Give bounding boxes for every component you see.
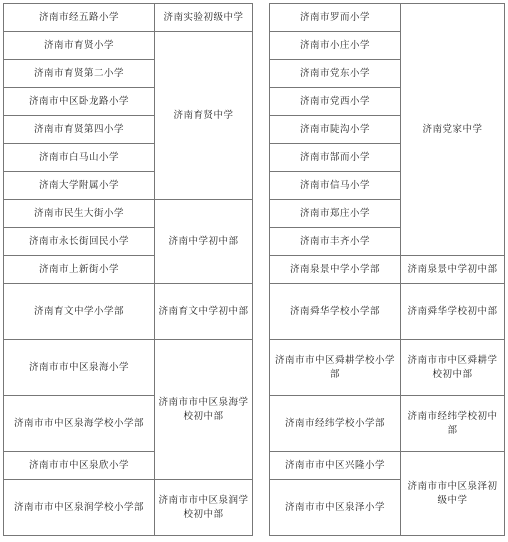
primary-school-cell: 济南市中区卧龙路小学 — [4, 88, 155, 116]
middle-school-cell: 济南市经纬学校初中部 — [400, 396, 504, 452]
primary-school-cell: 济南市育贤第二小学 — [4, 60, 155, 88]
primary-school-cell: 济南市育贤第四小学 — [4, 116, 155, 144]
middle-school-cell: 济南中学初中部 — [155, 200, 253, 284]
primary-school-cell: 济南舜华学校小学部 — [270, 284, 401, 340]
primary-school-cell: 济南市信马小学 — [270, 172, 401, 200]
primary-school-cell: 济南市市中区舜耕学校小学部 — [270, 340, 401, 396]
primary-school-cell: 济南市党西小学 — [270, 88, 401, 116]
primary-school-cell: 济南市永长街回民小学 — [4, 228, 155, 256]
primary-school-cell: 济南市市中区泉润学校小学部 — [4, 480, 155, 536]
primary-school-cell: 济南市市中区泉欣小学 — [4, 452, 155, 480]
primary-school-cell: 济南市上新街小学 — [4, 256, 155, 284]
middle-school-cell: 济南育文中学初中部 — [155, 284, 253, 340]
primary-school-cell: 济南市市中区泉海小学 — [4, 340, 155, 396]
middle-school-cell: 济南市市中区泉海学校初中部 — [155, 340, 253, 480]
middle-school-cell: 济南市市中区泉泽初级中学 — [400, 452, 504, 536]
middle-school-cell: 济南实验初级中学 — [155, 4, 253, 32]
primary-school-cell: 济南市丰齐小学 — [270, 228, 401, 256]
primary-school-cell: 济南市市中区兴隆小学 — [270, 452, 401, 480]
primary-school-cell: 济南市市中区泉泽小学 — [270, 480, 401, 536]
middle-school-cell: 济南市市中区舜耕学校初中部 — [400, 340, 504, 396]
primary-school-cell: 济南市郜而小学 — [270, 144, 401, 172]
primary-school-cell: 济南泉景中学小学部 — [270, 256, 401, 284]
primary-school-cell: 济南市罗而小学 — [270, 4, 401, 32]
primary-school-cell: 济南市陡沟小学 — [270, 116, 401, 144]
right-school-district-table — [269, 3, 505, 536]
middle-school-cell: 济南党家中学 — [400, 4, 504, 256]
primary-school-cell: 济南市经五路小学 — [4, 4, 155, 32]
left-school-district-table — [3, 3, 253, 536]
middle-school-cell: 济南泉景中学初中部 — [400, 256, 504, 284]
middle-school-cell: 济南育贤中学 — [155, 32, 253, 200]
middle-school-cell: 济南舜华学校初中部 — [400, 284, 504, 340]
primary-school-cell: 济南育文中学小学部 — [4, 284, 155, 340]
primary-school-cell: 济南市民生大街小学 — [4, 200, 155, 228]
primary-school-cell: 济南市白马山小学 — [4, 144, 155, 172]
primary-school-cell: 济南市育贤小学 — [4, 32, 155, 60]
primary-school-cell: 济南市郑庄小学 — [270, 200, 401, 228]
primary-school-cell: 济南市市中区泉海学校小学部 — [4, 396, 155, 452]
primary-school-cell: 济南大学附属小学 — [4, 172, 155, 200]
middle-school-cell: 济南市市中区泉润学校初中部 — [155, 480, 253, 536]
primary-school-cell: 济南市党东小学 — [270, 60, 401, 88]
primary-school-cell: 济南市经纬学校小学部 — [270, 396, 401, 452]
primary-school-cell: 济南市小庄小学 — [270, 32, 401, 60]
